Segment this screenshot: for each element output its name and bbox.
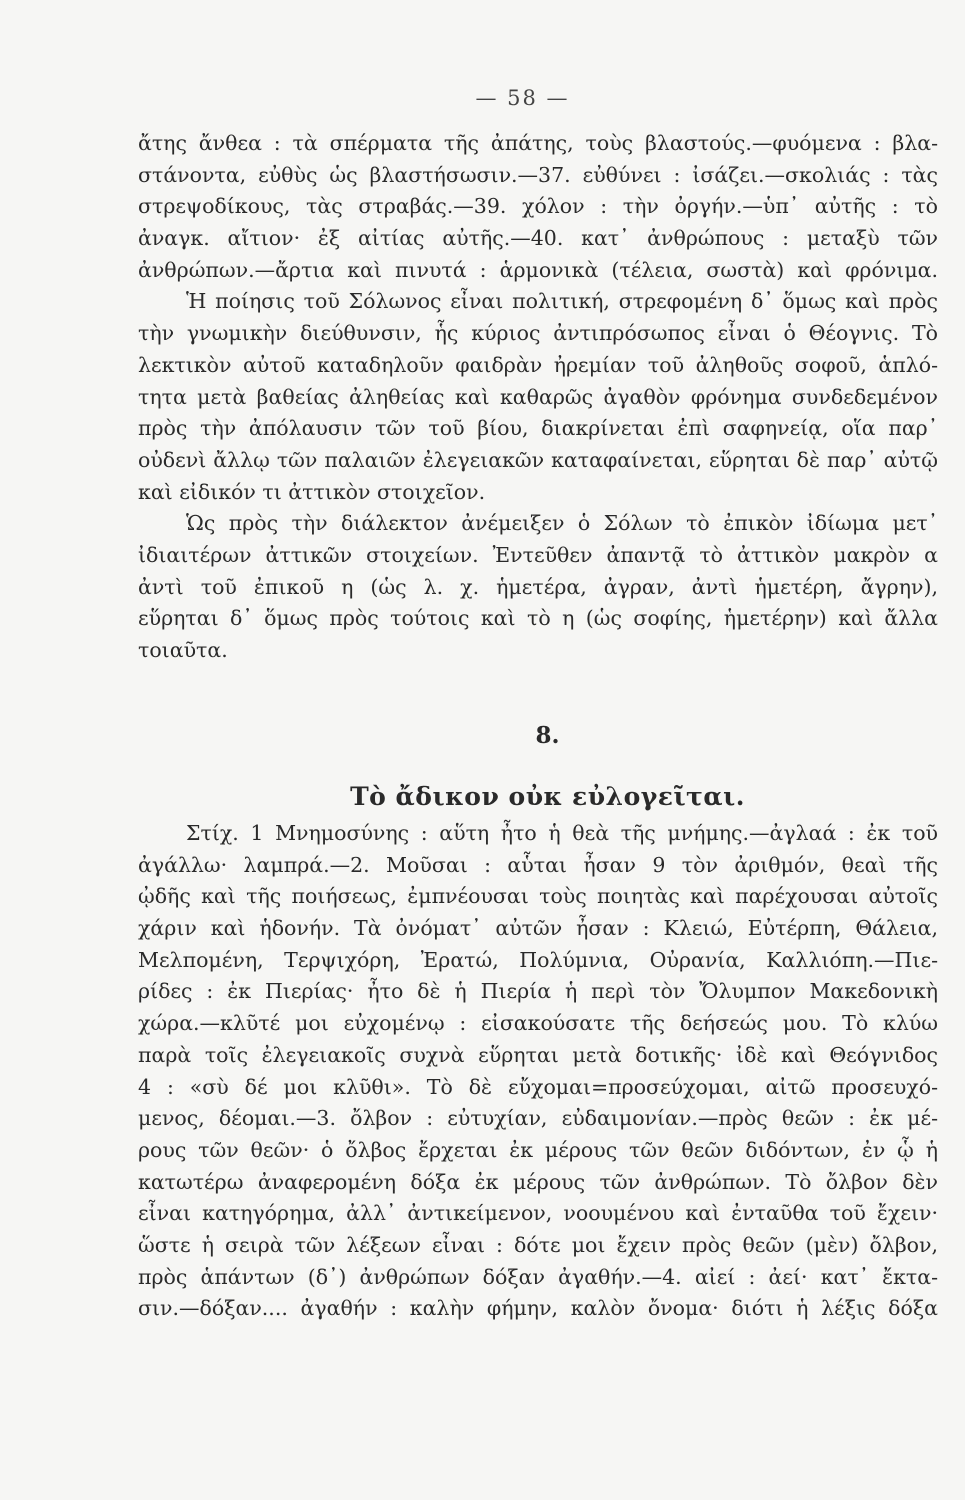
text-line: ἰδιαιτέρων ἀττικῶν στοιχείων. Ἐντεῦθεν ἀπαντᾷ τὸ ἀττικὸν μακρὸν α [138, 542, 938, 567]
text-line: ρους τῶν θεῶν· ὁ ὄλβος ἔρχεται ἐκ μέρους τῶν θεῶν διδόντων, ἐν ᾧ ἡ [138, 1137, 938, 1162]
text-line: εὕρηται δ᾽ ὅμως πρὸς τούτοις καὶ τὸ η (ὡς σοφίης, ἡμετέρην) καὶ ἄλλα [138, 606, 938, 631]
text-line: εἶναι κατηγόρημα, ἀλλ᾽ ἀντικείμενον, νοουμένου καὶ ἐνταῦθα τοῦ ἔχειν· [138, 1201, 938, 1226]
page-number: — 58 — [475, 86, 570, 110]
text-line: τοιαῦτα. [138, 638, 228, 662]
text-line: 4 : «σὺ δέ μοι κλῦθι». Τὸ δὲ εὔχομαι=προσεύχομαι, αἰτῶ προσευχό- [138, 1074, 938, 1099]
text-line: σιν.—δόξαν.... ἀγαθήν : καλὴν φήμην, καλὸν ὄνομα· διότι ἡ λέξις δόξα [138, 1296, 938, 1321]
text-line: Στίχ. 1 Μνημοσύνης : αὕτη ἦτο ἡ θεὰ τῆς μνήμης.—ἀγλαά : ἐκ τοῦ [186, 821, 938, 845]
text-line: χάριν καὶ ἡδονήν. Τὰ ὀνόματ᾽ αὐτῶν ἦσαν : Κλειώ, Εὐτέρπη, Θάλεια, [138, 916, 938, 941]
text-line: ἄτης ἄνθεα : τὰ σπέρματα τῆς ἀπάτης, τοὺς βλαστούς.—φυόμενα : βλα- [138, 131, 938, 155]
commentary-block-2 [138, 818, 938, 1325]
text-line: στρεψοδίκους, τὰς στραβάς.—39. χόλον : τὴν ὀργήν.—ὑπ᾽ αὐτῆς : τὸ [138, 194, 938, 219]
commentary-block-1 [138, 128, 938, 667]
text-line: παρὰ τοῖς ἐλεγειακοῖς συχνὰ εὕρηται μετὰ δοτικῆς· ἰδὲ καὶ Θεόγνιδος [138, 1042, 938, 1067]
text-line: οὐδενὶ ἄλλῳ τῶν παλαιῶν ἐλεγειακῶν καταφαίνεται, εὕρηται δὲ παρ᾽ αὐτῷ [138, 447, 938, 472]
text-line: μενος, δέομαι.—3. ὄλβον : εὐτυχίαν, εὐδαιμονίαν.—πρὸς θεῶν : ἐκ μέ- [138, 1106, 938, 1131]
text-line: λεκτικὸν αὐτοῦ καταδηλοῦν φαιδρὰν ἠρεμίαν τοῦ ἀληθοῦς σοφοῦ, ἁπλό- [138, 352, 938, 377]
text-line: ὥστε ἡ σειρὰ τῶν λέξεων εἶναι : δότε μοι ἔχειν πρὸς θεῶν (μὲν) ὄλβον, [138, 1232, 938, 1257]
text-line: στάνοντα, εὐθὺς ὡς βλαστήσωσιν.—37. εὐθύνει : ἰσάζει.—σκολιάς : τὰς [138, 162, 938, 187]
text-line: τὴν γνωμικὴν διεύθυνσιν, ἧς κύριος ἀντιπρόσωπος εἶναι ὁ Θέογνις. Τὸ [138, 321, 938, 346]
text-line: ρίδες : ἐκ Πιερίας· ἦτο δὲ ἡ Πιερία ἡ περὶ τὸν Ὄλυμπον Μακεδονικὴ [138, 979, 938, 1004]
section-title: Τὸ ἄδικον οὐκ εὐλογεῖται. [350, 782, 745, 811]
text-line: ᾠδῆς καὶ τῆς ποιήσεως, ἐμπνέουσαι τοὺς ποιητὰς καὶ παρέχουσαι αὐτοῖς [138, 884, 938, 909]
text-line: ἀνθρώπων.—ἄρτια καὶ πινυτά : ἁρμονικὰ (τέλεια, σωστὰ) καὶ φρόνιμα. [138, 257, 938, 282]
text-line: πρὸς ἁπάντων (δ᾽) ἀνθρώπων δόξαν ἀγαθήν.—4. αἰεί : ἀεί· κατ᾽ ἔκτα- [138, 1264, 938, 1289]
text-line: ἀγάλλω· λαμπρά.—2. Μοῦσαι : αὗται ἦσαν 9 τὸν ἀριθμόν, θεαὶ τῆς [138, 852, 938, 877]
text-line: τητα μετὰ βαθείας ἀληθείας καὶ καθαρῶς ἀγαθὸν φρόνημα συνδεδεμένον [138, 384, 938, 409]
text-line: Ἡ ποίησις τοῦ Σόλωνος εἶναι πολιτική, στρεφομένη δ᾽ ὅμως καὶ πρὸς [186, 289, 938, 314]
section-number: 8. [535, 722, 560, 749]
text-line: καὶ εἰδικόν τι ἀττικὸν στοιχεῖον. [138, 479, 486, 504]
text-line: κατωτέρω ἀναφερομένη δόξα ἐκ μέρους τῶν ἀνθρώπων. Τὸ ὄλβον δὲν [138, 1169, 938, 1194]
text-line: Ὡς πρὸς τὴν διάλεκτον ἀνέμειξεν ὁ Σόλων τὸ ἐπικὸν ἰδίωμα μετ᾽ [186, 511, 938, 536]
text-line: ἀντὶ τοῦ ἐπικοῦ η (ὡς λ. χ. ἡμετέρα, ἀγραν, ἀντὶ ἡμετέρη, ἄγρην), [138, 574, 938, 599]
text-line: ἀναγκ. αἴτιον· ἐξ αἰτίας αὐτῆς.—40. κατ᾽ ἀνθρώπους : μεταξὺ τῶν [138, 226, 938, 251]
text-line: πρὸς τὴν ἀπόλαυσιν τῶν τοῦ βίου, διακρίνεται ἐπὶ σαφηνείᾳ, οἵα παρ᾽ [138, 416, 938, 441]
text-line: Μελπομένη, Τερψιχόρη, Ἐρατώ, Πολύμνια, Οὐρανία, Καλλιόπη.—Πιε- [138, 947, 938, 972]
text-line: χώρα.—κλῦτέ μοι εὐχομένῳ : εἰσακούσατε τῆς δεήσεώς μου. Τὸ κλύω [138, 1011, 938, 1036]
